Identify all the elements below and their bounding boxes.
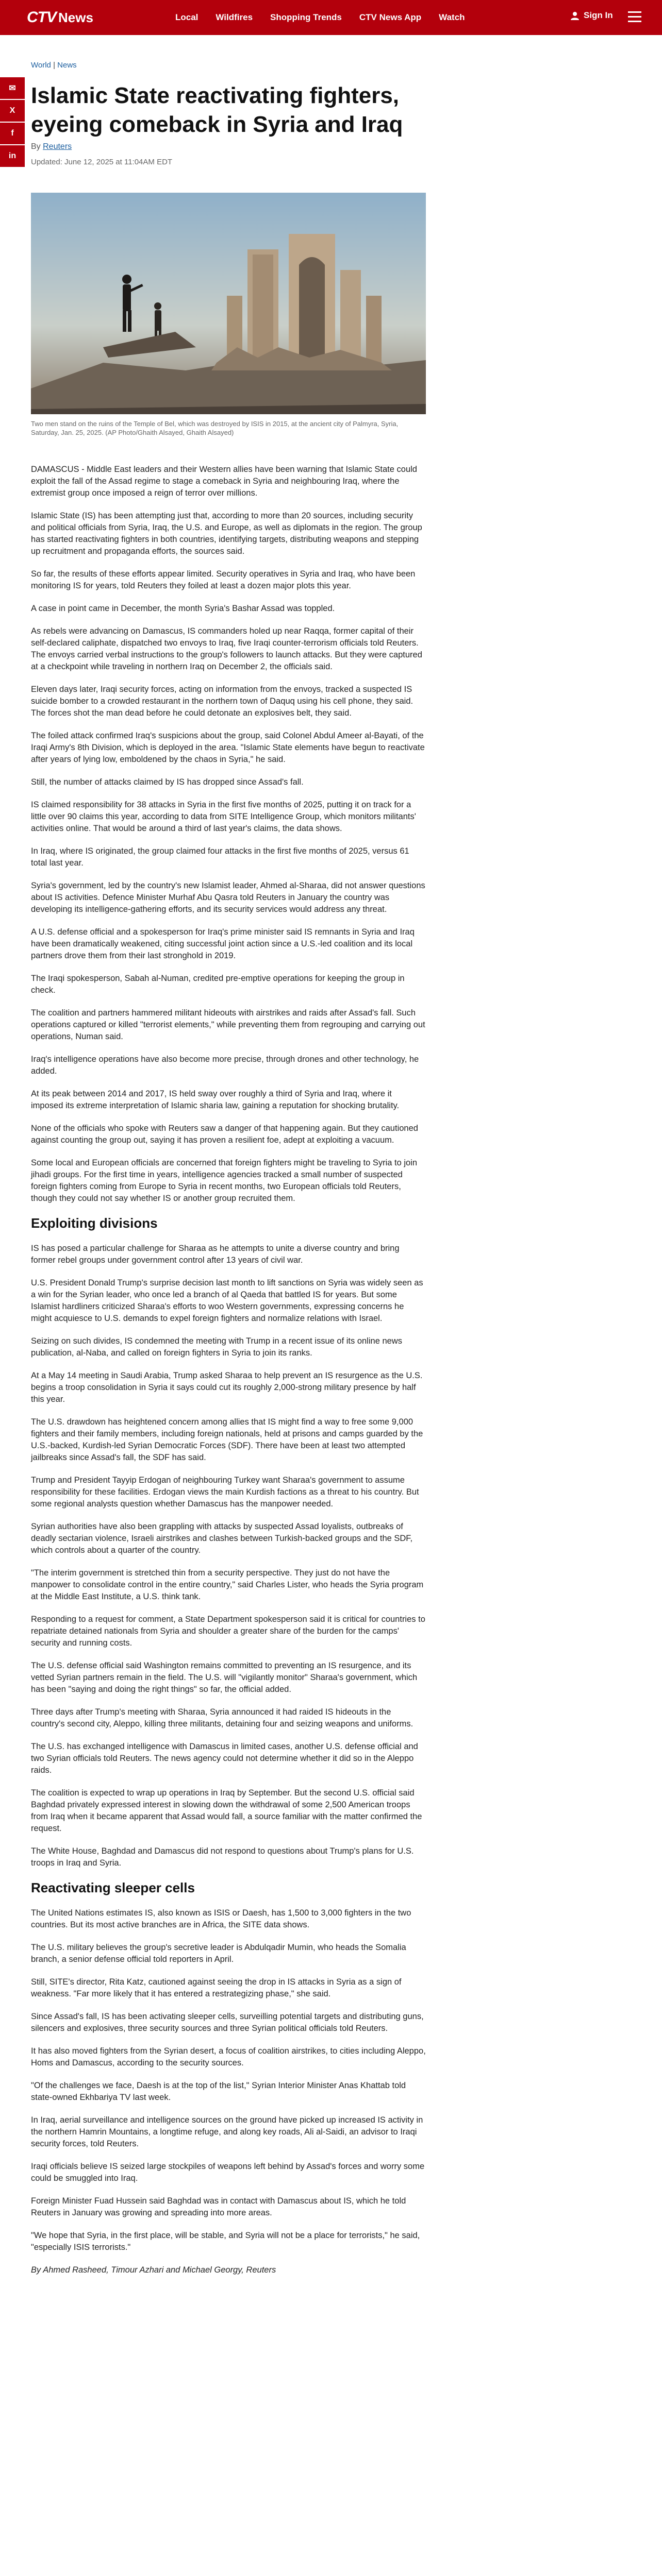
nav-wildfires[interactable]: Wildfires xyxy=(216,12,253,22)
article-paragraph: In Iraq, aerial surveillance and intelligence sources on the ground have picked up increased IS activity in the northern Hamrin Mountains, a longtime refuge, and along key roads, Ali al-Saidi, an advisor to Iraqi security forces, told Reuters. xyxy=(31,2115,423,2148)
site-header xyxy=(0,0,662,35)
nav-shopping-trends[interactable]: Shopping Trends xyxy=(270,12,342,22)
article-paragraph: Iraq's intelligence operations have also become more precise, through drones and other technology, he added. xyxy=(31,1055,419,1076)
article-paragraph: Still, SITE's director, Rita Katz, cautioned against seeing the drop in IS attacks in Syria as a sign of weakness. "Far more likely that it has entered a restrategizing phase," she said. xyxy=(31,1977,402,1998)
article-paragraph: A U.S. defense official and a spokesperson for Iraq's prime minister said IS remnants in Syria and Iraq have been dramatically weakened, citing successful joint action since a U.S.-led coalition and its local partners drove them from their last stronghold in 2019. xyxy=(31,927,415,960)
page-title: Islamic State reactivating fighters, eyeing comeback in Syria and Iraq xyxy=(31,83,403,137)
article-paragraph: "We hope that Syria, in the first place, will be stable, and Syria will not be a place for terrorists," he said, "especially ISIS terrorists." xyxy=(31,2231,420,2252)
article-paragraph: "Of the challenges we face, Daesh is at the top of the list," Syrian Interior Minister Anas Khattab told state-owned Ekhbariya TV last week. xyxy=(31,2081,406,2102)
article-paragraph: The foiled attack confirmed Iraq's suspicions about the group, said Colonel Abdul Ameer al-Bayati, of the Iraqi Army's 8th Division, which is deployed in the area. "Islamic State elements have begun to reactivate after years of lying low, emboldened by the chaos in Syria," he said. xyxy=(31,731,425,764)
article-paragraph: Iraqi officials believe IS seized large stockpiles of weapons left behind by Assad's forces and worry some could be smuggled into Iraq. xyxy=(31,2162,425,2183)
article-paragraph: The U.S. defense official said Washington remains committed to preventing an IS resurgence, and its vetted Syrian partners remain in the field. The U.S. will "vigilantly monitor" Sharaa's government, which has been "saying and doing the right things" so far, the official added. xyxy=(31,1661,418,1694)
article-paragraph: The United Nations estimates IS, also known as ISIS or Daesh, has 1,500 to 3,000 fighters in the two countries. But its most active branches are in Africa, the SITE data shows. xyxy=(31,1908,411,1929)
section-heading-exploiting-divisions: Exploiting divisions xyxy=(31,1215,158,1231)
article-paragraph: At a May 14 meeting in Saudi Arabia, Trump asked Sharaa to help prevent an IS resurgence as the U.S. begins a troop consolidation in Syria it says could cut its roughly 2,000-strong military presence by half this year. xyxy=(31,1371,423,1404)
facebook-icon[interactable]: f xyxy=(0,123,25,144)
user-icon xyxy=(570,11,580,20)
linkedin-icon[interactable]: in xyxy=(0,145,25,167)
nav-watch[interactable]: Watch xyxy=(439,12,465,22)
article-paragraph: Since Assad's fall, IS has been activating sleeper cells, surveilling potential targets and distributing guns, silencers and explosives, three security sources and three Syrian political officials told Reuters. xyxy=(31,2012,424,2033)
byline-source[interactable]: Reuters xyxy=(43,142,72,151)
nav-local[interactable]: Local xyxy=(175,12,198,22)
paragraph-group-a xyxy=(31,464,426,1205)
article-paragraph: The U.S. military believes the group's secretive leader is Abdulqadir Mumin, who heads the Somalia branch, a senior defense official told reporters in April. xyxy=(31,1943,406,1964)
byline xyxy=(31,142,72,151)
article-paragraph: Foreign Minister Fuad Hussein said Baghdad was in contact with Damascus about IS, which he told Reuters in January was growing and spreading into more areas. xyxy=(31,2196,406,2217)
hero-image xyxy=(31,193,426,414)
article-paragraph: DAMASCUS - Middle East leaders and their Western allies have been warning that Islamic State could exploit the fall of the Assad regime to stage a comeback in Syria and neighbouring Iraq, where the extremist group once imposed a reign of terror over millions. xyxy=(31,465,417,498)
article-paragraph: A case in point came in December, the month Syria's Bashar Assad was toppled. xyxy=(31,604,335,613)
article-paragraph: The U.S. drawdown has heightened concern among allies that IS might find a way to free some 9,000 fighters and their family members, including foreign nationals, held at prisons and camps guarded by the U.S.-backed, Kurdish-led Syrian Democratic Forces (SDF). There have been at least two attempted jailbreaks since Assad's fall, the SDF has said. xyxy=(31,1417,423,1462)
nav-ctv-news-app[interactable]: CTV News App xyxy=(359,12,422,22)
byline-prefix: By xyxy=(31,142,43,151)
article-paragraph: In Iraq, where IS originated, the group claimed four attacks in the first five months of 2025, versus 61 total last year. xyxy=(31,846,409,868)
article-paragraph: The White House, Baghdad and Damascus did not respond to questions about Trump's plans for U.S. troops in Iraq and Syria. xyxy=(31,1846,414,1868)
breadcrumb-separator: | xyxy=(51,61,58,70)
x-icon[interactable]: X xyxy=(0,100,25,122)
section-heading-reactivating-sleeper-cells: Reactivating sleeper cells xyxy=(31,1880,195,1895)
article-paragraph: Responding to a request for comment, a State Department spokesperson said it is critical for countries to repatriate detained nationals from Syria and shoulder a greater share of the burden for the camps' security and running costs. xyxy=(31,1615,425,1648)
sign-in-button[interactable] xyxy=(570,10,613,21)
article-paragraph: Syria's government, led by the country's new Islamist leader, Ahmed al-Sharaa, did not answer questions about IS activities. Defence Minister Murhaf Abu Qasra told Reuters in January the country was developing its intelligence-gathering efforts, and its security services would address any threat. xyxy=(31,881,425,914)
article-body xyxy=(31,464,426,2287)
article-paragraph: Trump and President Tayyip Erdogan of neighbouring Turkey want Sharaa's government to assume responsibility for these facilities. Erdogan views the main Kurdish factions as a threat to his country. But some regional analysts question whether Damascus has the manpower needed. xyxy=(31,1476,419,1509)
article-paragraph: Syrian authorities have also been grappling with attacks by suspected Assad loyalists, outbreaks of deadly sectarian violence, Israeli airstrikes and clashes between Turkish-backed groups and the SDF, which controls about a quarter of the country. xyxy=(31,1522,413,1555)
article-paragraph: Islamic State (IS) has been attempting just that, according to more than 20 sources, including security and political officials from Syria, Iraq, the U.S. and Europe, as well as diplomats in the region. The group has started reactivating fighters in both countries, identifying targets, distributing weapons and stepping up recruitment and propaganda efforts, the sources said. xyxy=(31,511,422,556)
article-paragraph: It has also moved fighters from the Syrian desert, a focus of coalition airstrikes, to cities including Aleppo, Homs and Damascus, according to the security sources. xyxy=(31,2046,426,2067)
breadcrumb xyxy=(31,61,77,70)
paragraph-group-c xyxy=(31,1907,426,2253)
breadcrumb-category[interactable]: News xyxy=(57,61,77,70)
share-rail xyxy=(0,77,25,168)
updated-timestamp: Updated: June 12, 2025 at 11:04AM EDT xyxy=(31,158,173,166)
article-paragraph: IS claimed responsibility for 38 attacks in Syria in the first five months of 2025, putting it on track for a little over 90 claims this year, according to data from SITE Intelligence Group, which monitors militants' activities online. That would be around a third of last year's claims, the data shows. xyxy=(31,800,416,833)
logo-mark: CTV xyxy=(27,9,56,26)
article-paragraph: "The interim government is stretched thin from a security perspective. They just do not have the manpower to consolidate control in the entire country," said Charles Lister, who heads the Syria program at the Middle East Institute, a U.S. think tank. xyxy=(31,1568,424,1601)
article-paragraph: The Iraqi spokesperson, Sabah al-Numan, credited pre-emptive operations for keeping the group in check. xyxy=(31,974,405,995)
article-paragraph: As rebels were advancing on Damascus, IS commanders holed up near Raqqa, former capital of their self-declared caliphate, dispatched two envoys to Iraq, five Iraqi counter-terrorism officials told Reuters. The envoys carried verbal instructions to the group's followers to launch attacks. But they were captured at a checkpoint while traveling in northern Iraq on December 2, the officials said. xyxy=(31,626,422,671)
article-paragraph: At its peak between 2014 and 2017, IS held sway over roughly a third of Syria and Iraq, where it imposed its extreme interpretation of Islamic sharia law, gaining a reputation for shocking brutality. xyxy=(31,1089,400,1110)
ctv-news-logo[interactable] xyxy=(27,7,93,28)
article-signoff: By Ahmed Rasheed, Timour Azhari and Michael Georgy, Reuters xyxy=(31,2265,276,2275)
article-paragraph: Three days after Trump's meeting with Sharaa, Syria announced it had raided IS hideouts in the country's second city, Aleppo, killing three militants, detaining four and seizing weapons and uniforms. xyxy=(31,1707,413,1728)
logo-news: News xyxy=(58,9,93,25)
article-paragraph: So far, the results of these efforts appear limited. Security operatives in Syria and Iraq, who have been monitoring IS for years, told Reuters they foiled at least a dozen major plots this year. xyxy=(31,569,416,590)
palmyra-ruins-illustration xyxy=(31,193,426,414)
article-paragraph: Eleven days later, Iraqi security forces, acting on information from the envoys, tracked a suspected IS suicide bomber to a crowded restaurant in the northern town of Daquq using his cell phone, they said. The forces shot the man dead before he could detonate an explosives belt, they said. xyxy=(31,685,413,718)
article-paragraph: The U.S. has exchanged intelligence with Damascus in limited cases, another U.S. defense official and two Syrian officials told Reuters. The news agency could not determine whether it did so in the Aleppo raids. xyxy=(31,1742,418,1775)
breadcrumb-section[interactable]: World xyxy=(31,61,51,70)
article-paragraph: Still, the number of attacks claimed by IS has dropped since Assad's fall. xyxy=(31,777,304,787)
email-icon[interactable]: ✉ xyxy=(0,77,25,99)
article-paragraph: IS has posed a particular challenge for Sharaa as he attempts to unite a diverse country and bring former rebel groups under government control after 13 years of civil war. xyxy=(31,1244,400,1265)
article-paragraph: The coalition is expected to wrap up operations in Iraq by September. But the second U.S. official said Baghdad privately expressed interest in slowing down the withdrawal of some 2,500 American troops from Iraq when it became apparent that Assad would fall, a source familiar with the matter confirmed the request. xyxy=(31,1788,422,1833)
hero-caption: Two men stand on the ruins of the Temple of Bel, which was destroyed by ISIS in 2015, at the ancient city of Palmyra, Syria, Saturday, Jan. 25, 2025. (AP Photo/Ghaith Alsayed, Ghaith Alsayed) xyxy=(31,420,399,436)
main-nav xyxy=(175,0,465,35)
sign-in-label: Sign In xyxy=(584,10,613,20)
menu-icon[interactable] xyxy=(628,11,641,23)
article-paragraph: The coalition and partners hammered militant hideouts with airstrikes and raids after Assad's fall. Such operations captured or killed "terrorist elements," while preventing them from regrouping and carrying out operations, Numan said. xyxy=(31,1008,425,1041)
paragraph-group-b xyxy=(31,1243,426,1869)
article-paragraph: U.S. President Donald Trump's surprise decision last month to lift sanctions on Syria was widely seen as a win for the Syrian leader, who once led a branch of al Qaeda that battled IS for years. But some Islamist hardliners criticized Sharaa's efforts to woo Western governments, expressing concerns he might acquiesce to U.S. demands to expel foreign fighters and normalize relations with Israel. xyxy=(31,1278,423,1323)
article-paragraph: Some local and European officials are concerned that foreign fighters might be traveling to Syria to join jihadi groups. For the first time in years, intelligence agencies tracked a small number of suspected foreign fighters coming from Europe to Syria in recent months, two European officials told Reuters, though they could not say whether IS or another group recruited them. xyxy=(31,1158,418,1203)
article-paragraph: None of the officials who spoke with Reuters saw a danger of that happening again. But they cautioned against counting the group out, saying it has proven a resilient foe, adept at exploiting a vacuum. xyxy=(31,1124,418,1145)
article-paragraph: Seizing on such divides, IS condemned the meeting with Trump in a recent issue of its online news publication, al-Naba, and called on foreign fighters in Syria to join its ranks. xyxy=(31,1336,402,1358)
